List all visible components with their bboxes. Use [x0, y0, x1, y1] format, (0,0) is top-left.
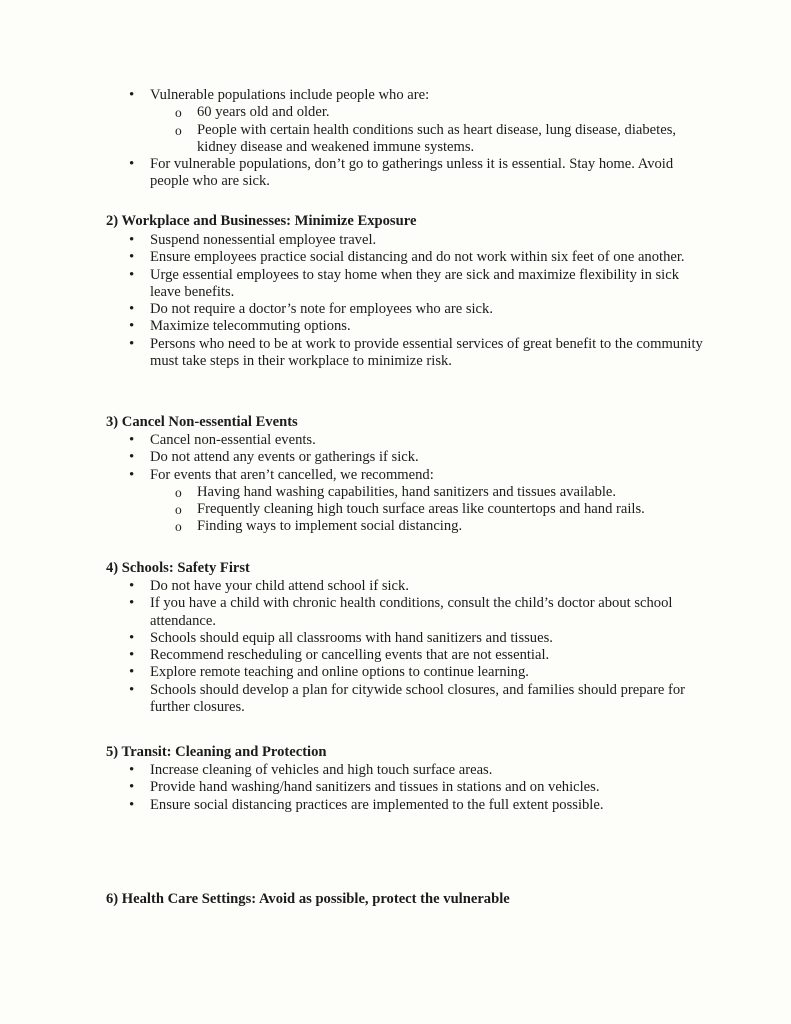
section-heading-health-care: 6) Health Care Settings: Avoid as possible, protect the vulnerable — [106, 891, 510, 907]
list-item: • Do not have your child attend school if sick. — [0, 578, 710, 595]
list-item: • Ensure employees practice social distancing and do not work within six feet of one another. — [0, 249, 710, 266]
list-item: • Maximize telecommuting options. — [0, 318, 710, 335]
list-item: • Ensure social distancing practices are implemented to the full extent possible. — [0, 797, 710, 814]
sub-list-item: o People with certain health conditions such as heart disease, lung disease, diabetes, kidney disease and weakened immune systems. — [0, 122, 712, 157]
list-item: • Suspend nonessential employee travel. — [0, 232, 710, 249]
list-item: • Schools should develop a plan for citywide school closures, and families should prepare for further closures. — [0, 682, 710, 717]
section-heading-workplace: 2) Workplace and Businesses: Minimize Exposure — [106, 213, 417, 229]
intro-list — [0, 87, 712, 191]
list-item: • Provide hand washing/hand sanitizers and tissues in stations and on vehicles. — [0, 779, 710, 796]
list-item: • Urge essential employees to stay home when they are sick and maximize flexibility in sick leave benefits. — [0, 267, 710, 302]
list-item: • Do not require a doctor’s note for employees who are sick. — [0, 301, 710, 318]
section-heading-transit: 5) Transit: Cleaning and Protection — [106, 744, 327, 760]
sub-list-item: o Finding ways to implement social distancing. — [0, 518, 712, 535]
list-item: • Schools should equip all classrooms with hand sanitizers and tissues. — [0, 630, 710, 647]
transit-list — [0, 762, 710, 814]
list-item: • Cancel non-essential events. — [0, 432, 710, 449]
list-item: • Do not attend any events or gatherings if sick. — [0, 449, 710, 466]
list-item: • Recommend rescheduling or cancelling events that are not essential. — [0, 647, 710, 664]
list-item: • For events that aren’t cancelled, we recommend: — [0, 467, 710, 484]
section-heading-events: 3) Cancel Non-essential Events — [106, 414, 298, 430]
list-item: • Vulnerable populations include people who are: — [0, 87, 710, 104]
list-item: • Persons who need to be at work to provide essential services of great benefit to the community must take steps in their workplace to minimize risk. — [0, 336, 710, 371]
list-item: • If you have a child with chronic health conditions, consult the child’s doctor about school attendance. — [0, 595, 710, 630]
workplace-list — [0, 232, 710, 370]
sub-list-item: o 60 years old and older. — [0, 104, 712, 121]
list-item: • Explore remote teaching and online options to continue learning. — [0, 664, 710, 681]
section-heading-schools: 4) Schools: Safety First — [106, 560, 250, 576]
list-item: • For vulnerable populations, don’t go to gatherings unless it is essential. Stay home. Avoid people who are sick. — [0, 156, 710, 191]
sub-list-item: o Having hand washing capabilities, hand sanitizers and tissues available. — [0, 484, 712, 501]
sub-list-item: o Frequently cleaning high touch surface areas like countertops and hand rails. — [0, 501, 712, 518]
list-item: • Increase cleaning of vehicles and high touch surface areas. — [0, 762, 710, 779]
schools-list — [0, 578, 710, 716]
events-list — [0, 432, 712, 536]
